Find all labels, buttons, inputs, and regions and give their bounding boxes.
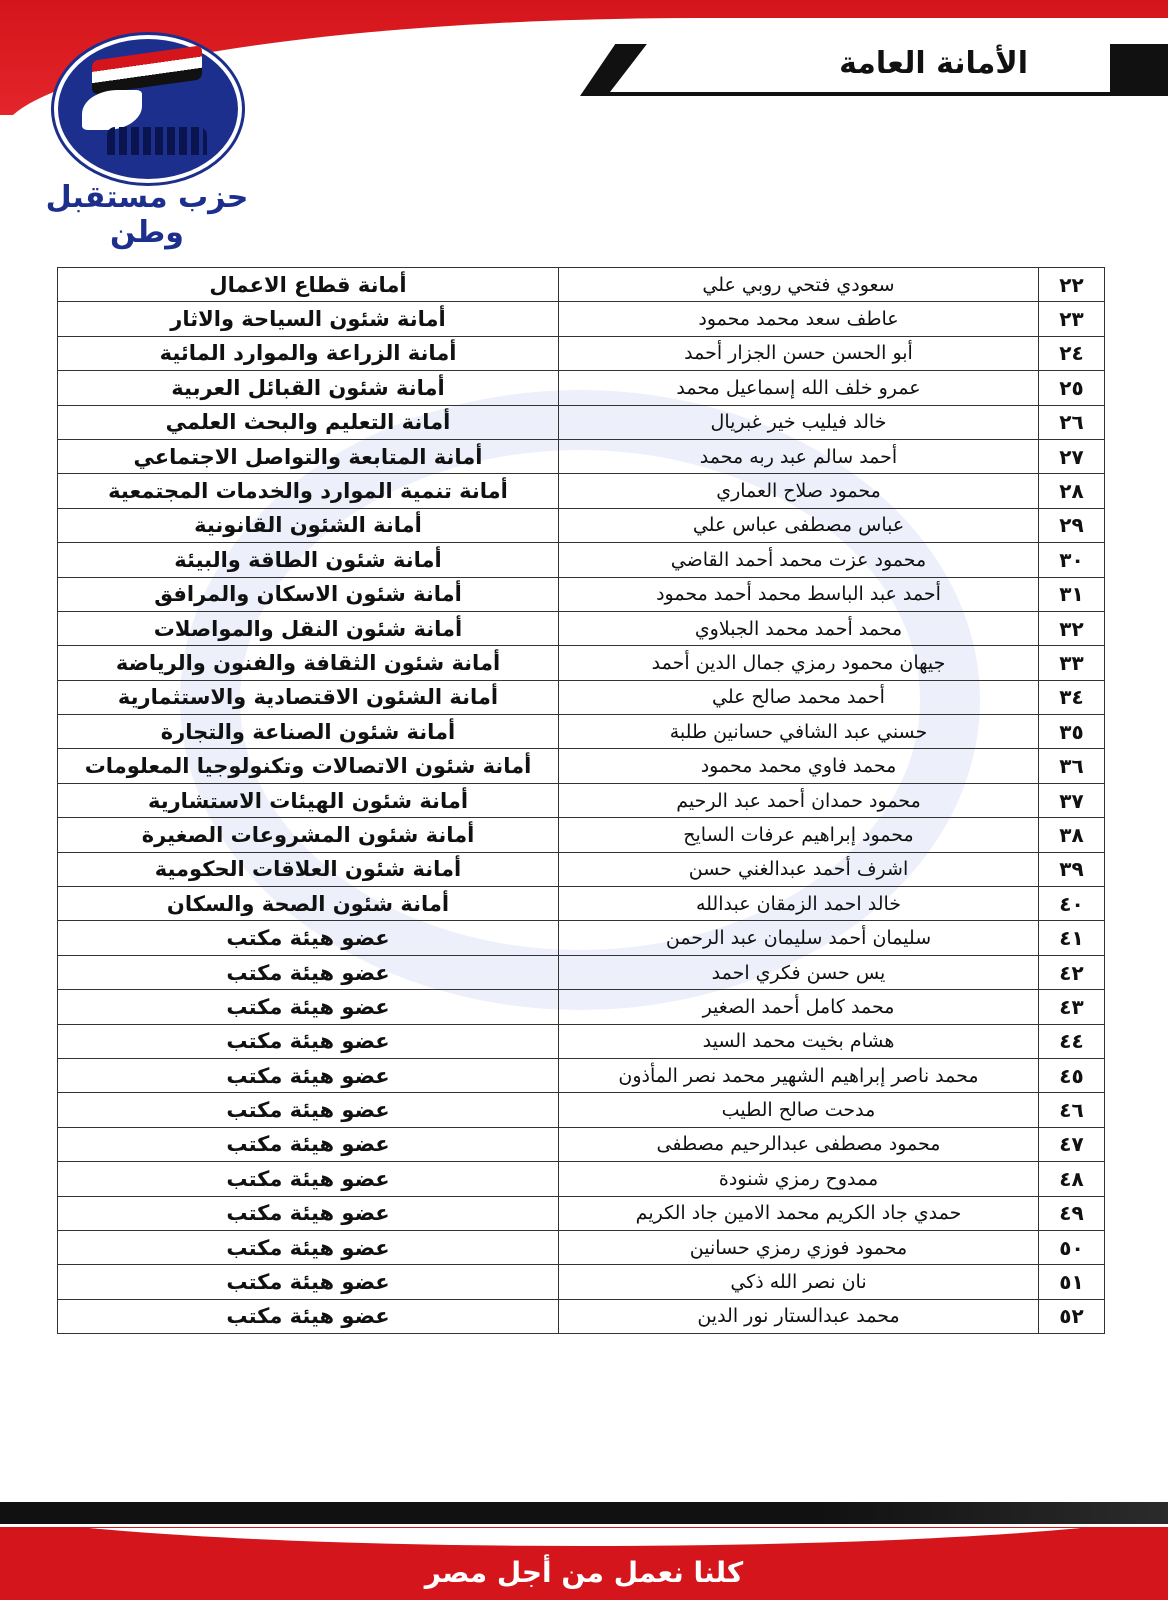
table-row [58, 543, 1105, 577]
member-name: محمود إبراهيم عرفات السايح [559, 818, 1039, 852]
row-number: ٣١ [1039, 577, 1105, 611]
member-name: خالد احمد الزمقان عبدالله [559, 887, 1039, 921]
member-name: حسني عبد الشافي حسانين طلبة [559, 715, 1039, 749]
table-row [58, 1058, 1105, 1092]
row-number: ٣٢ [1039, 611, 1105, 645]
member-name: أحمد محمد صالح علي [559, 680, 1039, 714]
member-role: أمانة شئون المشروعات الصغيرة [58, 818, 559, 852]
table-row [58, 749, 1105, 783]
member-name: محمد أحمد محمد الجبلاوي [559, 611, 1039, 645]
row-number: ٣٠ [1039, 543, 1105, 577]
member-role: أمانة التعليم والبحث العلمي [58, 405, 559, 439]
member-role: أمانة المتابعة والتواصل الاجتماعي [58, 439, 559, 473]
table-row [58, 783, 1105, 817]
members-table-body [58, 268, 1105, 1334]
row-number: ٤٩ [1039, 1196, 1105, 1230]
member-name: محمود عزت محمد أحمد القاضي [559, 543, 1039, 577]
member-role: عضو هيئة مكتب [58, 955, 559, 989]
member-role: أمانة شئون الصحة والسكان [58, 887, 559, 921]
row-number: ٤٧ [1039, 1127, 1105, 1161]
table-row [58, 336, 1105, 370]
member-name: يس حسن فكري احمد [559, 955, 1039, 989]
member-role: أمانة الشئون الاقتصادية والاستثمارية [58, 680, 559, 714]
member-role: عضو هيئة مكتب [58, 1299, 559, 1333]
row-number: ٤٨ [1039, 1162, 1105, 1196]
member-role: عضو هيئة مكتب [58, 1024, 559, 1058]
row-number: ٤٤ [1039, 1024, 1105, 1058]
member-name: محمود حمدان أحمد عبد الرحيم [559, 783, 1039, 817]
row-number: ٤٠ [1039, 887, 1105, 921]
member-name: محمد فاوي محمد محمود [559, 749, 1039, 783]
member-name: سليمان أحمد سليمان عبد الرحمن [559, 921, 1039, 955]
member-name: عباس مصطفى عباس علي [559, 508, 1039, 542]
table-row [58, 955, 1105, 989]
member-role: أمانة شئون السياحة والاثار [58, 302, 559, 336]
members-table [57, 267, 1105, 1334]
table-row [58, 646, 1105, 680]
party-logo [22, 35, 272, 250]
table-row [58, 405, 1105, 439]
member-role: أمانة شئون العلاقات الحكومية [58, 852, 559, 886]
row-number: ٣٩ [1039, 852, 1105, 886]
row-number: ٢٥ [1039, 371, 1105, 405]
table-row [58, 990, 1105, 1024]
table-row [58, 268, 1105, 302]
member-role: عضو هيئة مكتب [58, 1058, 559, 1092]
member-name: محمد عبدالستار نور الدين [559, 1299, 1039, 1333]
row-number: ٢٨ [1039, 474, 1105, 508]
row-number: ٤٢ [1039, 955, 1105, 989]
member-role: عضو هيئة مكتب [58, 1265, 559, 1299]
member-name: خالد فيليب خير غبريال [559, 405, 1039, 439]
row-number: ٤٥ [1039, 1058, 1105, 1092]
table-row [58, 302, 1105, 336]
people-icon [107, 127, 207, 155]
table-row [58, 1265, 1105, 1299]
member-name: عمرو خلف الله إسماعيل محمد [559, 371, 1039, 405]
member-name: محمد كامل أحمد الصغير [559, 990, 1039, 1024]
member-role: عضو هيئة مكتب [58, 921, 559, 955]
member-name: أحمد عبد الباسط محمد أحمد محمود [559, 577, 1039, 611]
table-row [58, 474, 1105, 508]
table-row [58, 1093, 1105, 1127]
member-name: أبو الحسن حسن الجزار أحمد [559, 336, 1039, 370]
member-role: أمانة شئون القبائل العربية [58, 371, 559, 405]
row-number: ٥٠ [1039, 1230, 1105, 1264]
table-row [58, 818, 1105, 852]
member-role: أمانة الشئون القانونية [58, 508, 559, 542]
table-row [58, 1196, 1105, 1230]
member-name: اشرف أحمد عبدالغني حسن [559, 852, 1039, 886]
member-name: سعودي فتحي روبي علي [559, 268, 1039, 302]
member-role: عضو هيئة مكتب [58, 1127, 559, 1161]
member-name: محمود فوزي رمزي حسانين [559, 1230, 1039, 1264]
table-row [58, 1127, 1105, 1161]
member-role: أمانة شئون النقل والمواصلات [58, 611, 559, 645]
member-name: محمد ناصر إبراهيم الشهير محمد نصر المأذون [559, 1058, 1039, 1092]
row-number: ٢٧ [1039, 439, 1105, 473]
table-row [58, 715, 1105, 749]
member-role: أمانة شئون الاتصالات وتكنولوجيا المعلومات [58, 749, 559, 783]
row-number: ٢٢ [1039, 268, 1105, 302]
row-number: ٢٤ [1039, 336, 1105, 370]
member-role: أمانة شئون الثقافة والفنون والرياضة [58, 646, 559, 680]
table-row [58, 680, 1105, 714]
row-number: ٣٣ [1039, 646, 1105, 680]
member-role: أمانة شئون الصناعة والتجارة [58, 715, 559, 749]
page-title: الأمانة العامة [839, 46, 1028, 81]
member-role: عضو هيئة مكتب [58, 1162, 559, 1196]
member-name: هشام بخيت محمد السيد [559, 1024, 1039, 1058]
row-number: ٢٦ [1039, 405, 1105, 439]
row-number: ٤٦ [1039, 1093, 1105, 1127]
member-name: ممدوح رمزي شنودة [559, 1162, 1039, 1196]
member-role: عضو هيئة مكتب [58, 990, 559, 1024]
row-number: ٣٦ [1039, 749, 1105, 783]
table-row [58, 1230, 1105, 1264]
member-role: عضو هيئة مكتب [58, 1093, 559, 1127]
row-number: ٣٧ [1039, 783, 1105, 817]
table-row [58, 508, 1105, 542]
footer-black-band [0, 1502, 1168, 1524]
row-number: ٢٣ [1039, 302, 1105, 336]
member-role: عضو هيئة مكتب [58, 1196, 559, 1230]
logo-text: حزب مستقبل وطن [45, 180, 249, 250]
member-role: أمانة الزراعة والموارد المائية [58, 336, 559, 370]
member-role: أمانة تنمية الموارد والخدمات المجتمعية [58, 474, 559, 508]
row-number: ٣٤ [1039, 680, 1105, 714]
row-number: ٢٩ [1039, 508, 1105, 542]
member-role: عضو هيئة مكتب [58, 1230, 559, 1264]
member-name: مدحت صالح الطيب [559, 1093, 1039, 1127]
member-name: حمدي جاد الكريم محمد الامين جاد الكريم [559, 1196, 1039, 1230]
footer-slogan: كلنا نعمل من أجل مصر [424, 1556, 744, 1589]
row-number: ٣٨ [1039, 818, 1105, 852]
member-name: نان نصر الله ذكي [559, 1265, 1039, 1299]
row-number: ٥١ [1039, 1265, 1105, 1299]
table-row [58, 1162, 1105, 1196]
member-name: محمود مصطفى عبدالرحيم مصطفى [559, 1127, 1039, 1161]
member-name: جيهان محمود رمزي جمال الدين أحمد [559, 646, 1039, 680]
row-number: ٤٣ [1039, 990, 1105, 1024]
table-row [58, 921, 1105, 955]
member-name: عاطف سعد محمد محمود [559, 302, 1039, 336]
table-row [58, 439, 1105, 473]
table-row [58, 611, 1105, 645]
row-number: ٣٥ [1039, 715, 1105, 749]
member-role: أمانة شئون الاسكان والمرافق [58, 577, 559, 611]
table-row [58, 371, 1105, 405]
table-row [58, 852, 1105, 886]
row-number: ٤١ [1039, 921, 1105, 955]
member-role: أمانة قطاع الاعمال [58, 268, 559, 302]
member-role: أمانة شئون الطاقة والبيئة [58, 543, 559, 577]
table-row [58, 887, 1105, 921]
table-row [58, 1299, 1105, 1333]
row-number: ٥٢ [1039, 1299, 1105, 1333]
member-name: أحمد سالم عبد ربه محمد [559, 439, 1039, 473]
table-row [58, 577, 1105, 611]
member-role: أمانة شئون الهيئات الاستشارية [58, 783, 559, 817]
table-row [58, 1024, 1105, 1058]
member-name: محمود صلاح العماري [559, 474, 1039, 508]
